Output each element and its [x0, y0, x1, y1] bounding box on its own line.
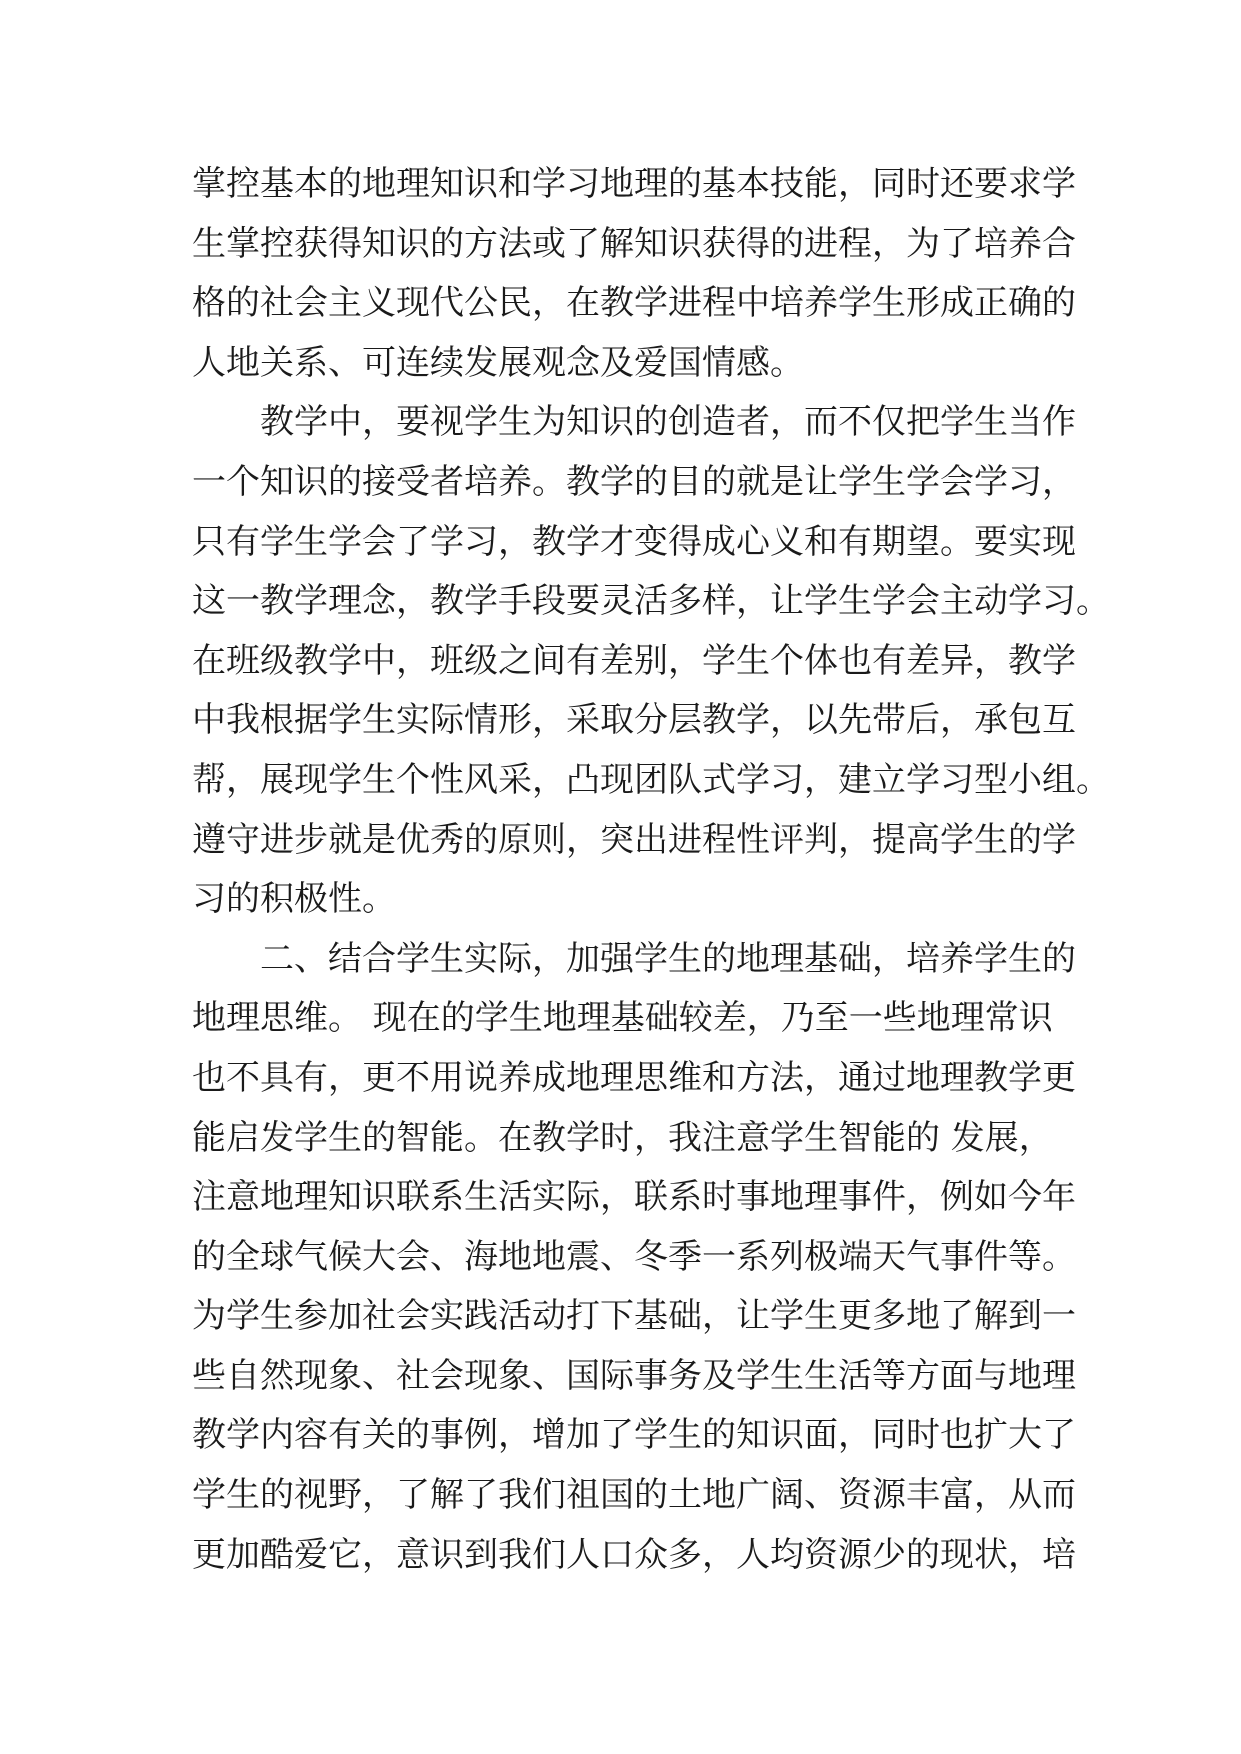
text-line: 帮，展现学生个性风采，凸现团队式学习，建立学习型小组。 — [192, 759, 1110, 800]
text-line: 些自然现象、社会现象、国际事务及学生生活等方面与地理 — [192, 1355, 1076, 1396]
text-line: 教学中，要视学生为知识的创造者，而不仅把学生当作 — [260, 402, 1076, 443]
text-line: 一个知识的接受者培养。教学的目的就是让学生学会学习， — [192, 461, 1076, 502]
text-line: 这一教学理念，教学手段要灵活多样，让学生学会主动学习。 — [192, 581, 1110, 622]
text-line: 人地关系、可连续发展观念及爱国情感。 — [192, 342, 804, 383]
body-text — [192, 155, 1110, 1585]
text-line: 格的社会主义现代公民，在教学进程中培养学生形成正确的 — [192, 283, 1076, 324]
text-line: 能启发学生的智能。在教学时，我注意学生智能的 发展， — [192, 1117, 1053, 1158]
text-line: 中我根据学生实际情形，采取分层教学，以先带后，承包互 — [192, 700, 1076, 741]
text-line: 只有学生学会了学习，教学才变得成心义和有期望。要实现 — [192, 521, 1076, 562]
text-line: 二、结合学生实际，加强学生的地理基础，培养学生的 — [260, 938, 1076, 979]
text-line: 遵守进步就是优秀的原则，突出进程性评判，提高学生的学 — [192, 819, 1076, 860]
text-line: 为学生参加社会实践活动打下基础，让学生更多地了解到一 — [192, 1296, 1076, 1337]
text-line: 更加酷爱它，意识到我们人口众多，人均资源少的现状，培 — [192, 1534, 1076, 1575]
text-line: 也不具有，更不用说养成地理思维和方法，通过地理教学更 — [192, 1057, 1076, 1098]
text-line: 地理思维。 现在的学生地理基础较差，乃至一些地理常识 — [192, 998, 1053, 1039]
text-line: 教学内容有关的事例，增加了学生的知识面，同时也扩大了 — [192, 1415, 1076, 1456]
text-line: 学生的视野，了解了我们祖国的土地广阔、资源丰富，从而 — [192, 1475, 1076, 1516]
text-line: 习的积极性。 — [192, 879, 396, 920]
text-line: 在班级教学中，班级之间有差别，学生个体也有差异，教学 — [192, 640, 1076, 681]
text-line: 的全球气候大会、海地地震、冬季一系列极端天气事件等。 — [192, 1236, 1076, 1277]
text-line: 注意地理知识联系生活实际，联系时事地理事件，例如今年 — [192, 1177, 1076, 1218]
text-line: 生掌控获得知识的方法或了解知识获得的进程，为了培养合 — [192, 223, 1076, 264]
text-line: 掌控基本的地理知识和学习地理的基本技能，同时还要求学 — [192, 164, 1076, 204]
